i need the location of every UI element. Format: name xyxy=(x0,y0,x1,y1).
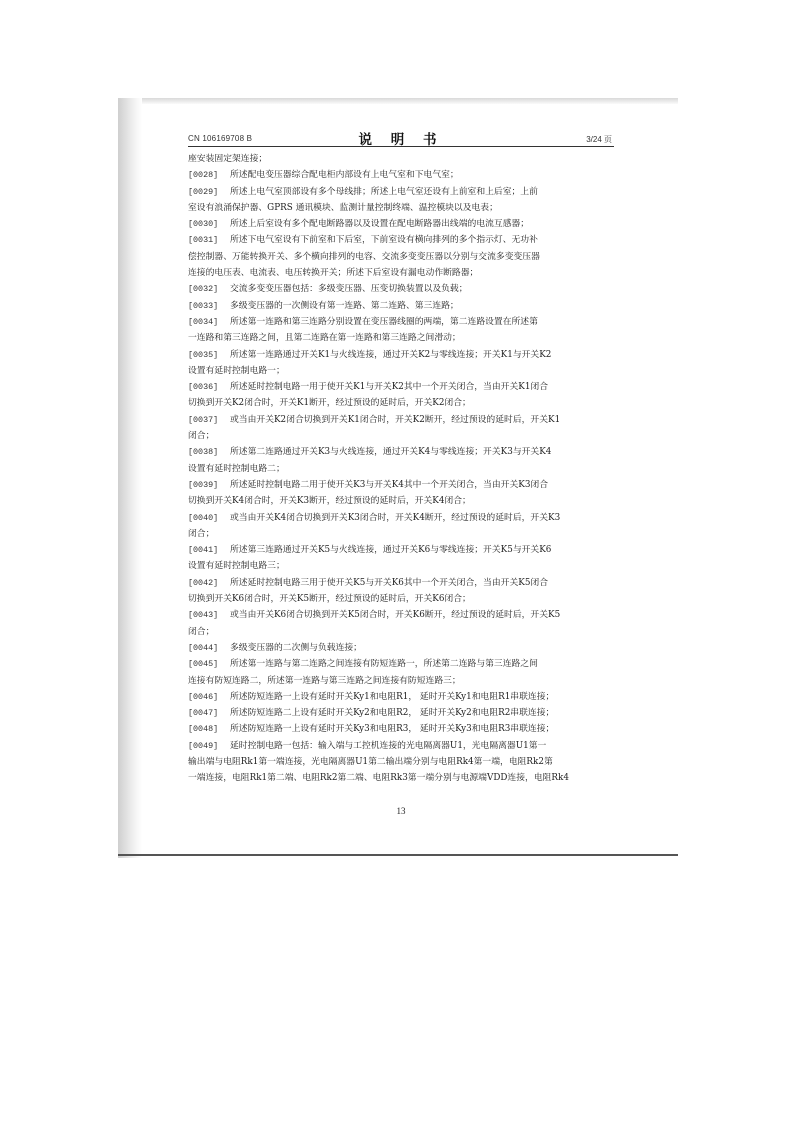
page-reference: 3/24 页 xyxy=(586,135,612,144)
line-text: 所述第二连路通过开关K3与火线连接，通过开关K4与零线连接；开关K3与开关K4 xyxy=(230,447,552,458)
line-text: 偿控制器、万能转换开关、多个横向排列的电容、交流多变变压器以分别与交流多变变压器 xyxy=(188,251,540,262)
text-line xyxy=(188,493,614,509)
line-text: 所述配电变压器综合配电柜内部设有上电气室和下电气室； xyxy=(230,170,459,181)
line-text: 所述延时控制电路一用于使开关K1与开关K2其中一个开关闭合，当由开关K1闭合 xyxy=(230,382,549,393)
line-text: 所述防短连路一上设有延时开关Ky3和电阻R3， 延时开关Ky3和电阻R3串联连接； xyxy=(230,724,555,735)
text-line xyxy=(188,624,614,640)
page-number: 13 xyxy=(396,806,406,816)
paragraph-number: [0044] xyxy=(188,642,219,653)
paragraph-number: [0034] xyxy=(188,316,219,327)
paragraph-number: [0045] xyxy=(188,659,219,670)
line-text: 所述延时控制电路二用于使开关K3与开关K4其中一个开关闭合，当由开关K3闭合 xyxy=(230,479,549,490)
text-line xyxy=(188,232,614,248)
paragraph-number: [0049] xyxy=(188,740,219,751)
text-line xyxy=(188,200,614,216)
line-text: 所述上后室设有多个配电断路器以及设置在配电断路器出线端的电流互感器； xyxy=(230,219,530,230)
text-line xyxy=(188,461,614,477)
paragraph-number: [0035] xyxy=(188,349,219,360)
text-line xyxy=(188,477,614,493)
line-text: 输出端与电阻Rk1第一端连接，光电隔离器U1第二输出端分别与电阻Rk4第一端，电阻Rk2第 xyxy=(188,756,553,767)
text-line xyxy=(188,689,614,705)
line-text: 切换到开关K4闭合时，开关K3断开，经过预设的延时后，开关K4闭合； xyxy=(188,496,471,507)
paragraph-number: [0042] xyxy=(188,577,219,588)
text-line xyxy=(188,428,614,444)
line-text: 所述第一连路和第三连路分别设置在变压器线圈的两端，第二连路设置在所述第 xyxy=(230,316,538,327)
line-text: 或当由开关K4闭合切换到开关K3闭合时，开关K4断开，经过预设的延时后，开关K3 xyxy=(230,512,561,523)
text-line xyxy=(188,330,614,346)
document-page xyxy=(188,126,614,816)
paragraph-number: [0029] xyxy=(188,186,219,197)
line-text: 所述防短连路二上设有延时开关Ky2和电阻R2， 延时开关Ky2和电阻R2串联连接； xyxy=(230,708,555,719)
text-line xyxy=(188,770,614,786)
text-line xyxy=(188,184,614,200)
paragraph-number: [0033] xyxy=(188,300,219,311)
scan-shadow-top xyxy=(118,98,678,104)
paragraph-number: [0030] xyxy=(188,219,219,230)
paragraph-number: [0037] xyxy=(188,414,219,425)
line-text: 室设有浪涌保护器、GPRS 通讯模块、监测计量控制终端、温控模块以及电表； xyxy=(188,202,498,213)
text-line xyxy=(188,265,614,281)
line-text: 或当由开关K2闭合切换到开关K1闭合时，开关K2断开，经过预设的延时后，开关K1 xyxy=(230,414,561,425)
text-line xyxy=(188,363,614,379)
paragraph-number: [0039] xyxy=(188,479,219,490)
patent-number: CN 106169708 B xyxy=(188,134,253,143)
line-text: 设置有延时控制电路二； xyxy=(188,463,285,474)
text-line xyxy=(188,167,614,183)
line-text: 交流多变变压器包括：多级变压器、压变切换装置以及负载； xyxy=(230,284,468,295)
line-text: 延时控制电路一包括：输入端与工控机连接的光电隔离器U1，光电隔离器U1第一 xyxy=(230,740,547,751)
document-body xyxy=(188,151,614,787)
text-line xyxy=(188,673,614,689)
paragraph-number: [0040] xyxy=(188,512,219,523)
line-text: 切换到开关K6闭合时，开关K5断开，经过预设的延时后，开关K6闭合； xyxy=(188,594,471,605)
line-text: 切换到开关K2闭合时，开关K1断开，经过预设的延时后，开关K2闭合； xyxy=(188,398,471,409)
line-text: 多级变压器的二次侧与负载连接； xyxy=(230,642,362,653)
paragraph-number: [0041] xyxy=(188,545,219,556)
line-text: 连接有防短连路二，所述第一连路与第三连路之间连接有防短连路三； xyxy=(188,675,461,686)
paragraph-number: [0031] xyxy=(188,235,219,246)
scan-shadow-left xyxy=(118,98,142,858)
line-text: 设置有延时控制电路一； xyxy=(188,365,285,376)
paragraph-number: [0047] xyxy=(188,708,219,719)
line-text: 所述下电气室设有下前室和下后室，下前室设有横向排列的多个指示灯、无功补 xyxy=(230,235,538,246)
paragraph-number: [0028] xyxy=(188,170,219,181)
text-line xyxy=(188,640,614,656)
paragraph-number: [0036] xyxy=(188,382,219,393)
text-line xyxy=(188,151,614,167)
text-line xyxy=(188,591,614,607)
line-text: 所述防短连路一上设有延时开关Ky1和电阻R1， 延时开关Ky1和电阻R1串联连接； xyxy=(230,691,555,702)
text-line xyxy=(188,314,614,330)
text-line xyxy=(188,510,614,526)
text-line xyxy=(188,738,614,754)
line-text: 一端连接，电阻Rk1第二端、电阻Rk2第二端、电阻Rk3第一端分别与电源端VDD连接，电阻Rk4 xyxy=(188,773,569,784)
document-title: 说 明 书 xyxy=(358,132,444,148)
paragraph-number: [0046] xyxy=(188,691,219,702)
text-line xyxy=(188,281,614,297)
text-line xyxy=(188,395,614,411)
paragraph-number: [0048] xyxy=(188,724,219,735)
text-line xyxy=(188,347,614,363)
page-header xyxy=(188,126,614,147)
line-text: 多级变压器的一次侧设有第一连路、第二连路、第三连路； xyxy=(230,300,459,311)
paragraph-number: [0043] xyxy=(188,610,219,621)
paragraph-number: [0032] xyxy=(188,284,219,295)
line-text: 一连路和第三连路之间，且第二连路在第一连路和第三连路之间滑动； xyxy=(188,333,461,344)
text-line xyxy=(188,721,614,737)
line-text: 设置有延时控制电路三； xyxy=(188,561,285,572)
text-line xyxy=(188,298,614,314)
scan-bottom-edge xyxy=(118,854,678,856)
line-text: 闭合； xyxy=(188,626,215,637)
text-line xyxy=(188,754,614,770)
line-text: 连接的电压表、电流表、电压转换开关；所述下后室设有漏电动作断路器； xyxy=(188,268,479,279)
line-text: 闭合； xyxy=(188,528,215,539)
text-line xyxy=(188,542,614,558)
line-text: 或当由开关K6闭合切换到开关K5闭合时，开关K6断开，经过预设的延时后，开关K5 xyxy=(230,610,561,621)
text-line xyxy=(188,558,614,574)
text-line xyxy=(188,656,614,672)
text-line xyxy=(188,607,614,623)
line-text: 所述第一连路与第二连路之间连接有防短连路一，所述第二连路与第三连路之间 xyxy=(230,659,538,670)
line-text: 所述第一连路通过开关K1与火线连接，通过开关K2与零线连接；开关K1与开关K2 xyxy=(230,349,552,360)
text-line xyxy=(188,705,614,721)
text-line xyxy=(188,412,614,428)
text-line xyxy=(188,444,614,460)
line-text: 所述延时控制电路三用于使开关K5与开关K6其中一个开关闭合，当由开关K5闭合 xyxy=(230,577,549,588)
paragraph-number: [0038] xyxy=(188,447,219,458)
text-line xyxy=(188,216,614,232)
text-line xyxy=(188,575,614,591)
text-line xyxy=(188,526,614,542)
line-text: 所述上电气室顶部设有多个母线排；所述上电气室还设有上前室和上后室；上前 xyxy=(230,186,538,197)
line-text: 闭合； xyxy=(188,431,215,442)
line-text: 座安装固定架连接； xyxy=(188,154,268,164)
line-text: 所述第三连路通过开关K5与火线连接，通过开关K6与零线连接；开关K5与开关K6 xyxy=(230,545,552,556)
text-line xyxy=(188,379,614,395)
text-line xyxy=(188,249,614,265)
